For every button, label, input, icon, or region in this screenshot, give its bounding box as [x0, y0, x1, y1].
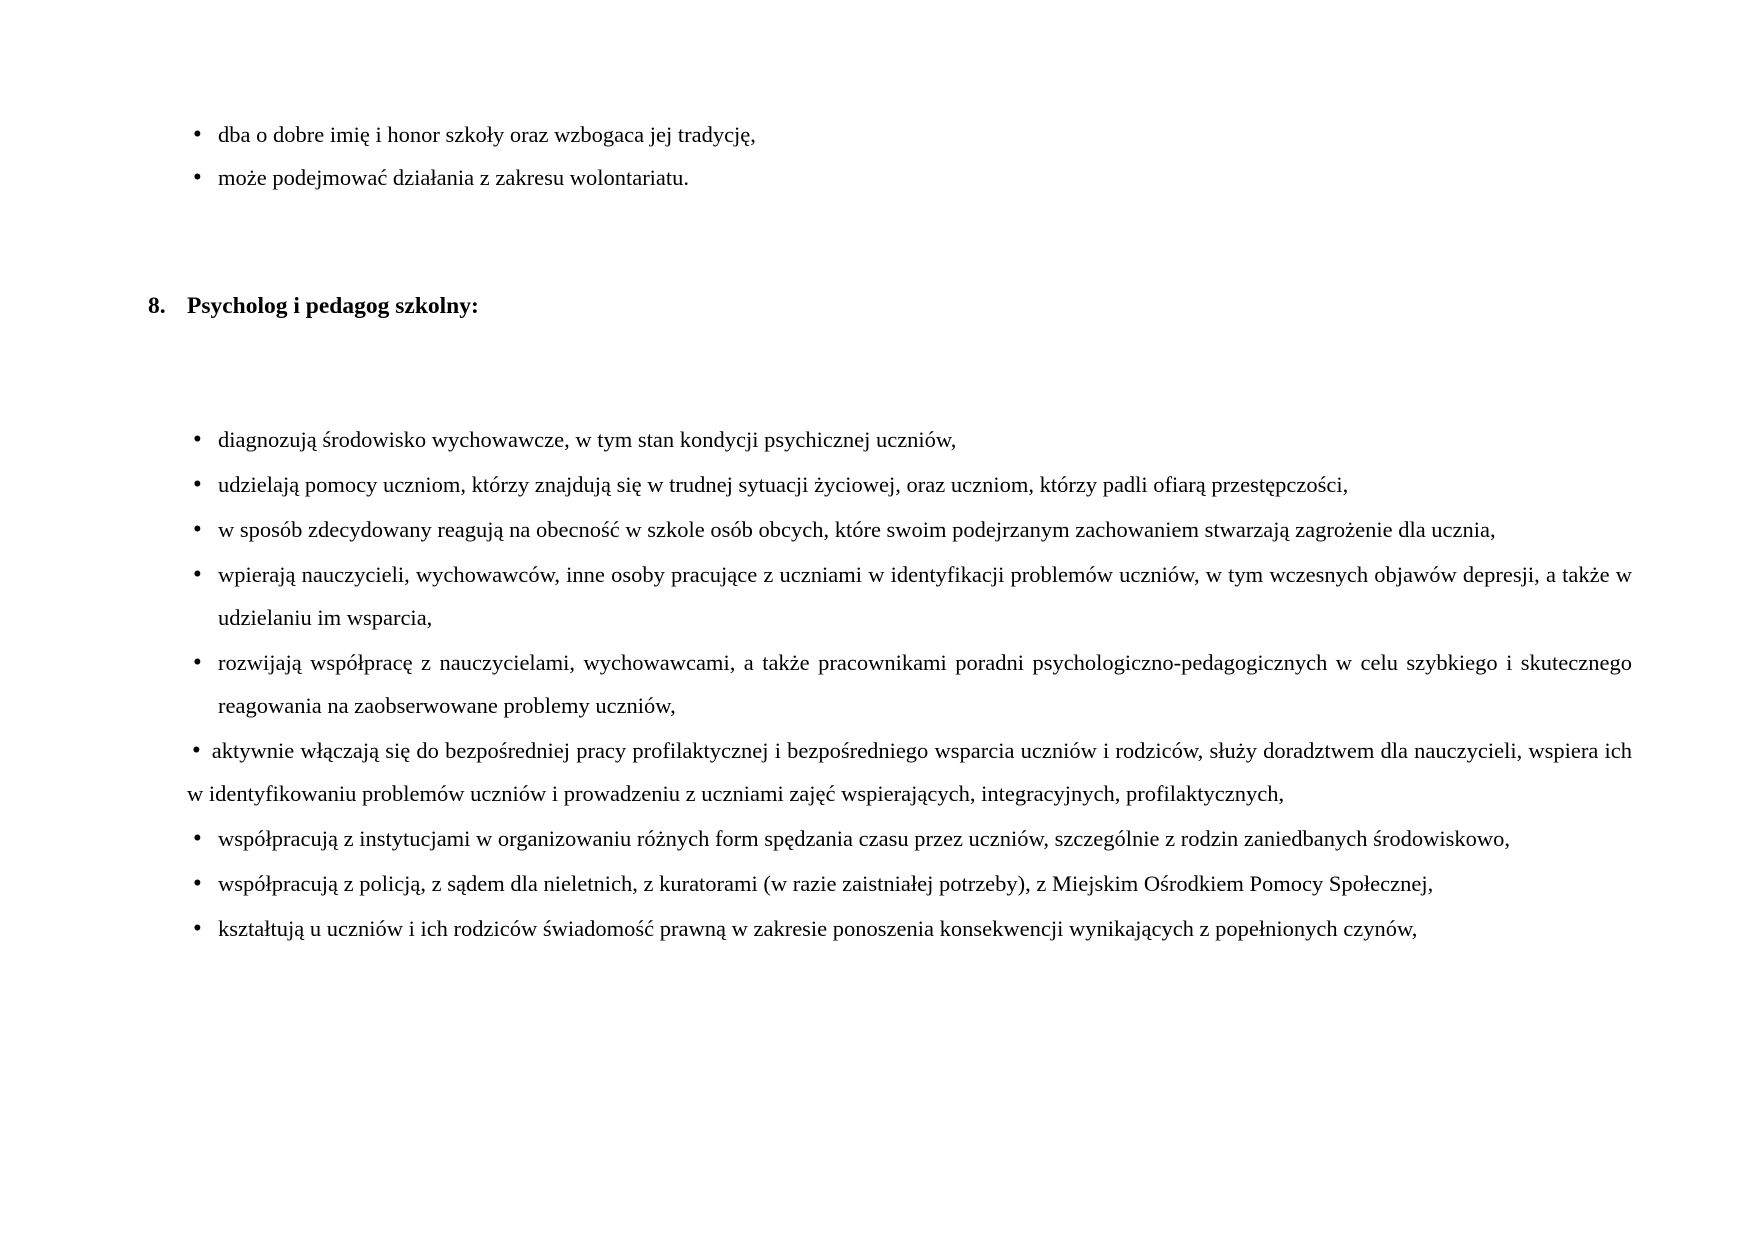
- bullet-icon: •: [193, 471, 202, 498]
- list-item: [187, 729, 1632, 815]
- list-item: [187, 113, 1507, 156]
- list-item-text: kształtują u uczniów i ich rodziców świadomość prawną w zakresie ponoszenia konsekwencji wynikających z popełnionych czynów,: [218, 916, 1418, 941]
- list-item: [187, 156, 1507, 199]
- list-item: [187, 862, 1632, 905]
- bullet-icon: •: [193, 915, 202, 942]
- intro-bullet-list: [187, 113, 1507, 199]
- list-item-text: aktywnie włączają się do bezpośredniej pracy profilaktycznej i bezpośredniego wsparcia uczniów i rodziców, służy doradztwem dla nauczycieli, wspiera ich w identyfikowaniu problemów uczniów i prowadzeniu z uczniami zajęć wspierających, integracyjnych, profilaktycznych,: [187, 738, 1632, 806]
- section-title: Psycholog i pedagog szkolny:: [187, 293, 479, 319]
- bullet-icon: •: [193, 426, 202, 453]
- list-item: [187, 641, 1632, 727]
- list-item-text: współpracują z policją, z sądem dla nieletnich, z kuratorami (w razie zaistniałej potrzeby), z Miejskim Ośrodkiem Pomocy Społecznej,: [218, 871, 1434, 896]
- bullet-icon: •: [193, 870, 202, 897]
- bullet-icon: •: [193, 561, 202, 588]
- list-item-text: współpracują z instytucjami w organizowaniu różnych form spędzania czasu przez uczniów, szczególnie z rodzin zaniedbanych środowiskowo,: [218, 826, 1511, 851]
- bullet-icon: •: [193, 649, 202, 676]
- list-item: [187, 508, 1582, 551]
- list-item: [187, 463, 1632, 506]
- section-heading: [148, 285, 1755, 328]
- list-item-text: może podejmować działania z zakresu wolontariatu.: [218, 165, 690, 190]
- bullet-icon: •: [192, 737, 201, 764]
- list-item-text: udzielają pomocy uczniom, którzy znajdują się w trudnej sytuacji życiowej, oraz uczniom, którzy padli ofiarą przestępczości,: [218, 472, 1349, 497]
- bullet-icon: •: [193, 164, 202, 191]
- list-item-text: dba o dobre imię i honor szkoły oraz wzbogaca jej tradycję,: [218, 122, 756, 147]
- bullet-icon: •: [193, 825, 202, 852]
- bullet-icon: •: [193, 121, 202, 148]
- duties-bullet-list: [187, 418, 1632, 950]
- list-item: [187, 817, 1632, 860]
- section-number: 8.: [148, 293, 166, 319]
- list-item-text: wpierają nauczycieli, wychowawców, inne osoby pracujące z uczniami w identyfikacji problemów uczniów, w tym wczesnych objawów depresji, a także w udzielaniu im wsparcia,: [218, 562, 1632, 630]
- bullet-icon: •: [193, 516, 202, 543]
- list-item-text: rozwijają współpracę z nauczycielami, wychowawcami, a także pracownikami poradni psychologiczno-pedagogicznych w celu szybkiego i skutecznego reagowania na zaobserwowane problemy uczniów,: [218, 650, 1632, 718]
- list-item: [187, 907, 1632, 950]
- list-item: [187, 553, 1632, 639]
- list-item-text: diagnozują środowisko wychowawcze, w tym stan kondycji psychicznej uczniów,: [218, 427, 957, 452]
- list-item: [187, 418, 1632, 461]
- list-item-text: w sposób zdecydowany reagują na obecność w szkole osób obcych, które swoim podejrzanym zachowaniem stwarzają zagrożenie dla ucznia,: [218, 517, 1496, 542]
